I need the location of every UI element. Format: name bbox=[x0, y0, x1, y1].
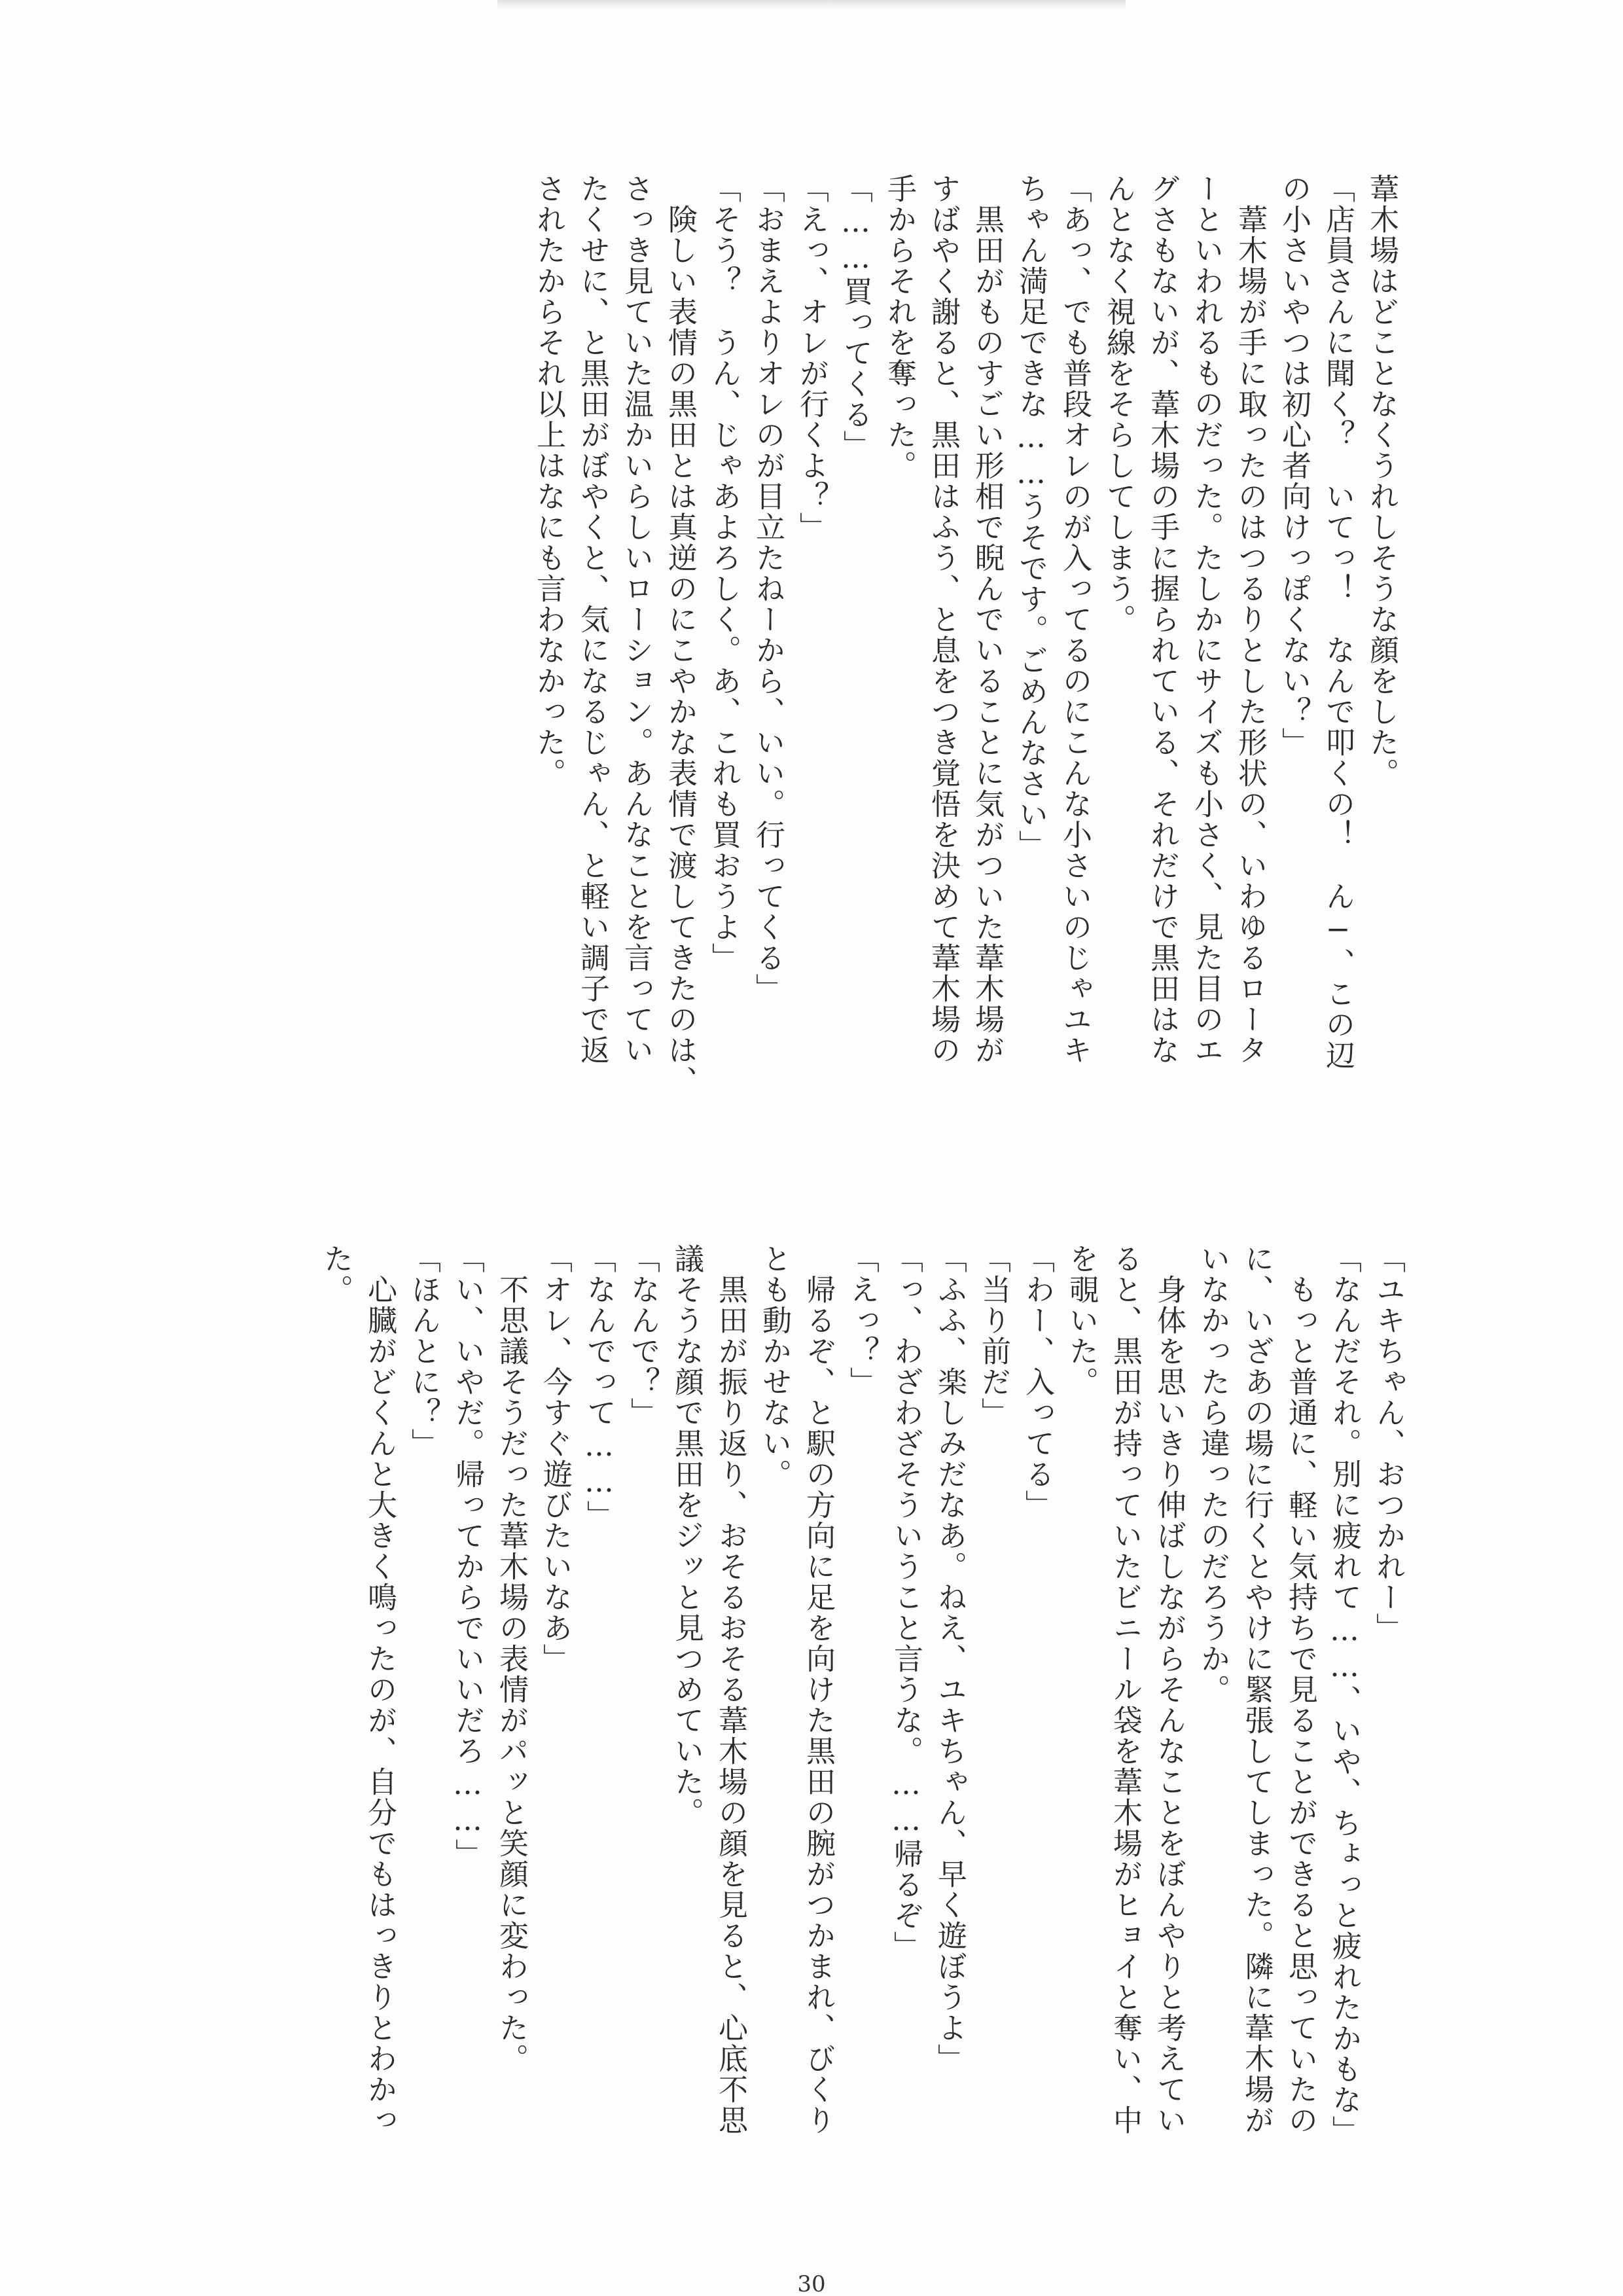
header-scan-mark bbox=[497, 0, 1126, 9]
text-line: されたからそれ以上はなにも言わなかった。 bbox=[531, 173, 566, 789]
text-line: ちゃん満足できな……うそです。ごめんなさい」 bbox=[1014, 173, 1048, 861]
text-line: 帰るぞ、と駅の方向に足を向けた黒田の腕がつかまれ、びくり bbox=[801, 1244, 836, 2136]
text-line: 「そう？ うん、じゃあよろしく。あ、これも買おうよ」 bbox=[707, 173, 741, 973]
text-line: 「ほんとに？」 bbox=[406, 1244, 441, 1459]
text-line: グさもないが、葦木場の手に握られている、それだけで黒田はな bbox=[1145, 173, 1180, 1066]
text-line: 葦木場はどことなくうれしそうな顔をした。 bbox=[1364, 173, 1399, 789]
text-line: 議そうな顔で黒田をジッと見つめていた。 bbox=[669, 1244, 704, 1828]
text-line: 「……買ってくる」 bbox=[838, 173, 873, 461]
text-line: すばやく謝ると、黒田はふう、と息をつき覚悟を決めて葦木場の bbox=[926, 173, 961, 1066]
text-line: 「店員さんに聞く？ いてっ！ なんで叩くの！ ん−、この辺 bbox=[1321, 173, 1355, 1071]
text-line: たくせに、と黒田がぼやくと、気になるじゃん、と軽い調子で返 bbox=[575, 173, 610, 1066]
text-line: に、いざあの場に行くとやけに緊張してしまった。隣に葦木場が bbox=[1240, 1244, 1274, 2136]
text-line: 「あっ、でも普段オレのが入ってるのにこんな小さいのじゃユキ bbox=[1058, 173, 1092, 1066]
text-line: 「えっ？」 bbox=[845, 1244, 880, 1397]
text-line: 「い、いやだ。帰ってからでいいだろ……」 bbox=[450, 1244, 485, 1869]
text-line: 「ふふ、楽しみだなあ。ねえ、ユキちゃん、早く遊ぼうよ」 bbox=[933, 1244, 967, 2074]
text-line: 「えっ、オレが行くよ？」 bbox=[794, 173, 829, 543]
text-line: 心臓がどくんと大きく鳴ったのが、自分でもはっきりとわかっ bbox=[363, 1244, 397, 2136]
text-line: た。 bbox=[319, 1244, 353, 1305]
text-line: さっき見ていた温かいらしいローション。あんなことを言ってい bbox=[619, 173, 654, 1066]
text-line: 「なんでって……」 bbox=[582, 1244, 616, 1531]
text-line: 「なんだそれ。別に疲れて……、いや、ちょっと疲れたかもな」 bbox=[1327, 1244, 1362, 2146]
text-line: の小さいやつは初心者向けっぽくない？」 bbox=[1277, 173, 1311, 758]
text-line: 「おまえよりオレのが目立たねーから、いい。行ってくる」 bbox=[751, 173, 785, 1004]
lower-text-block bbox=[108, 1244, 1410, 2265]
text-line: 「わー、入ってる」 bbox=[1020, 1244, 1055, 1520]
text-line: 手からそれを奪った。 bbox=[882, 173, 917, 481]
text-line: 身体を思いきり伸ばしながらそんなことをぼんやりと考えてい bbox=[1152, 1244, 1186, 2136]
text-line: 葦木場が手に取ったのはつるりとした形状の、いわゆるロータ bbox=[1233, 173, 1268, 1066]
text-line: 「当り前だ」 bbox=[976, 1244, 1011, 1428]
text-line: 黒田が振り返り、おそるおそる葦木場の顔を見ると、心底不思 bbox=[713, 1244, 748, 2136]
text-line: 「オレ、今すぐ遊びたいなあ」 bbox=[538, 1244, 573, 1674]
text-line: 「なんで？」 bbox=[626, 1244, 660, 1428]
text-line: を覗いた。 bbox=[1064, 1244, 1099, 1397]
text-line: いなかったら違ったのだろうか。 bbox=[1196, 1244, 1230, 1705]
text-line: もっと普通に、軽い気持ちで見ることができると思っていたの bbox=[1283, 1244, 1318, 2136]
text-line: 黒田がものすごい形相で睨んでいることに気がついた葦木場が bbox=[970, 173, 1005, 1066]
text-line: とも動かせない。 bbox=[757, 1244, 792, 1490]
text-line: ーといわれるものだった。たしかにサイズも小さく、見た目のエ bbox=[1189, 173, 1224, 1066]
text-line: 「ユキちゃん、おつかれー」 bbox=[1371, 1244, 1406, 1643]
text-line: 「っ、わざわざそういうこと言うな。……帰るぞ」 bbox=[889, 1244, 923, 1962]
text-line: ると、黒田が持っていたビニール袋を葦木場がヒョイと奪い、中 bbox=[1108, 1244, 1143, 2136]
upper-text-block bbox=[363, 173, 1404, 1142]
text-line: 険しい表情の黒田とは真逆のにこやかな表情で渡してきたのは、 bbox=[663, 173, 698, 1096]
text-line: 不思議そうだった葦木場の表情がパッと笑顔に変わった。 bbox=[494, 1244, 529, 2074]
page-number: 30 bbox=[797, 2271, 826, 2296]
text-line: んとなく視線をそらしてしまう。 bbox=[1101, 173, 1136, 635]
